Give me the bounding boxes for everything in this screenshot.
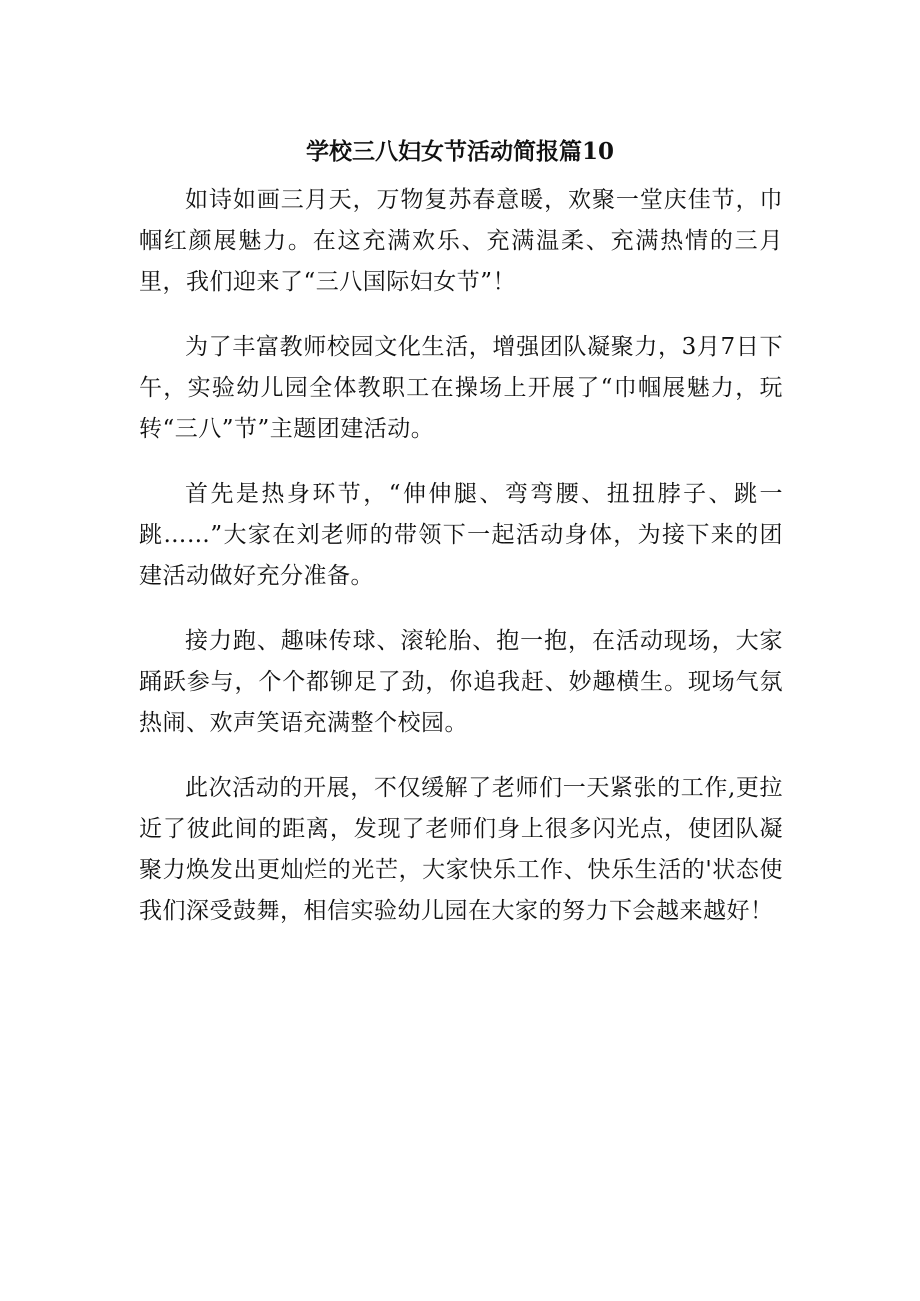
paragraph-5: 此次活动的开展，不仅缓解了老师们一天紧张的工作,更拉近了彼此间的距离，发现了老师们身上很多闪光点，使团队凝聚力焕发出更灿烂的光芒，大家快乐工作、快乐生活的'状态使我们深受鼓舞，相信实验幼儿园在大家的努力下会越来越好！ [139,775,783,924]
document-body [139,180,783,956]
paragraph-3: 首先是热身环节，“伸伸腿、弯弯腰、扭扭脖子、跳一跳……”大家在刘老师的带领下一起活动身体，为接下来的团建活动做好充分准备。 [139,481,783,589]
document-title: 学校三八妇女节活动简报篇10 [305,138,614,165]
paragraph-1: 如诗如画三月天，万物复苏春意暖，欢聚一堂庆佳节，巾帼红颜展魅力。在这充满欢乐、充满温柔、充满热情的三月里，我们迎来了“三八国际妇女节”！ [139,187,783,295]
paragraph-4: 接力跑、趣味传球、滚轮胎、抱一抱，在活动现场，大家踊跃参与，个个都铆足了劲，你追我赶、妙趣横生。现场气氛热闹、欢声笑语充满整个校园。 [139,628,783,736]
paragraph-2: 为了丰富教师校园文化生活，增强团队凝聚力，3月7日下午，实验幼儿园全体教职工在操场上开展了“巾帼展魅力，玩转“三八”节”主题团建活动。 [139,334,783,442]
